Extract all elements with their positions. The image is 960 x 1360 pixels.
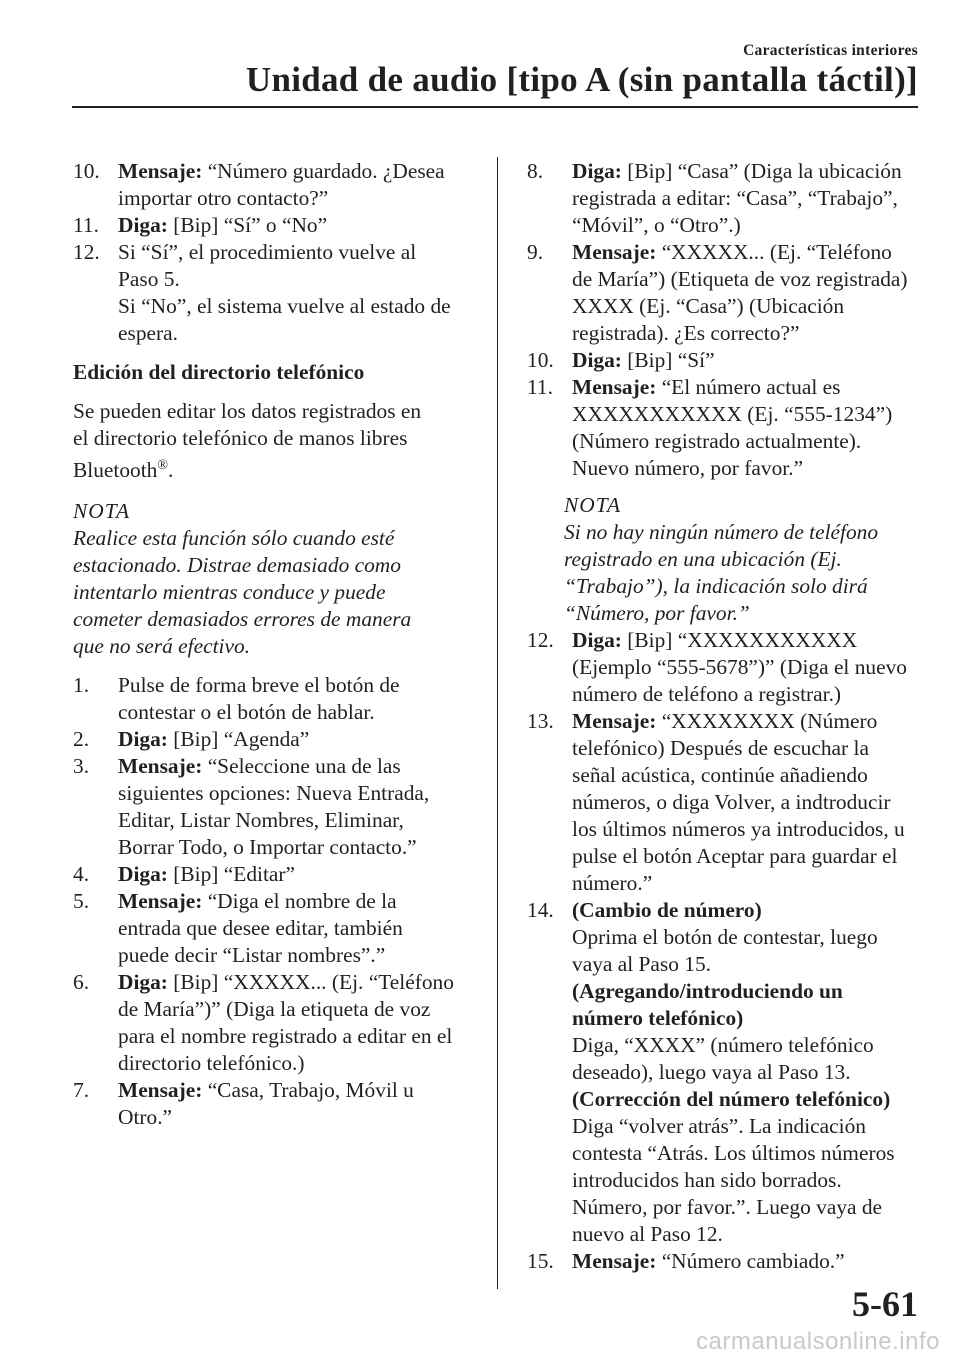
step-text [118, 888, 473, 969]
step-text [118, 861, 473, 888]
step-line: Pulse de forma breve el botón de [118, 673, 400, 698]
step-number: 3. [73, 754, 90, 779]
note-body [73, 525, 473, 660]
note-title: NOTA [564, 493, 622, 517]
step-item [73, 672, 473, 726]
sub-heading: (Agregando/introduciendo un [572, 979, 843, 1003]
step-number: 10. [527, 348, 554, 372]
note-line: “Número, por favor.” [564, 601, 750, 625]
right-steps [527, 627, 922, 897]
step-line: [Bip] “Sí” [621, 348, 715, 372]
step-number: 6. [73, 970, 90, 995]
note-line: estacionado. Distrae demasiado como [73, 553, 401, 578]
step-number: 11. [527, 375, 553, 399]
step-line: “Diga el nombre de la [202, 889, 397, 914]
step-line: números, o diga Volver, a indtroducir [572, 790, 891, 814]
step-line: Borrar Todo, o Importar contacto.” [118, 835, 417, 860]
step-line: [Bip] “Casa” (Diga la ubicación [621, 159, 902, 183]
step-number: 10. [73, 159, 100, 183]
step-item [73, 158, 473, 212]
step-number: 1. [73, 673, 90, 698]
page-number: 5-61 [852, 1284, 918, 1324]
step-number: 9. [527, 240, 544, 264]
step-label: Diga: [118, 727, 168, 752]
step-item [73, 1077, 473, 1131]
step-text [572, 347, 922, 374]
step-line: introducidos han sido borrados. [572, 1168, 842, 1192]
step-label: Mensaje: [118, 1078, 203, 1103]
step-number: 14. [527, 898, 554, 922]
intro-line: Bluetooth [73, 458, 158, 483]
step-label: Diga: [118, 970, 168, 995]
step-item [527, 897, 922, 1248]
step-line: directorio telefónico.) [118, 1051, 305, 1076]
step-item [527, 708, 922, 897]
step-text [118, 212, 473, 239]
step-item [527, 627, 922, 708]
step-line: importar otro contacto?” [118, 186, 329, 210]
note-body [564, 519, 922, 627]
step-label: Mensaje: [118, 889, 203, 914]
step-line: puede decir “Listar nombres”.” [118, 943, 386, 968]
step-line: vaya al Paso 15. [572, 952, 712, 976]
sub-heading: (Corrección del número telefónico) [572, 1087, 891, 1111]
step-line: [Bip] “Editar” [167, 862, 296, 887]
step-line: siguientes opciones: Nueva Entrada, [118, 781, 430, 806]
step-item [73, 726, 473, 753]
step-number: 13. [527, 709, 554, 733]
step-text [118, 158, 473, 212]
step-line: número.” [572, 871, 653, 895]
step-text [572, 627, 922, 708]
watermark: carmanualsonline.info [696, 1328, 940, 1355]
step-label: Mensaje: [572, 375, 657, 399]
step-line: Diga, “XXXX” (número telefónico [572, 1033, 874, 1057]
left-steps [73, 672, 473, 1131]
step-text [572, 1248, 922, 1275]
step-label: Mensaje: [572, 240, 657, 264]
step-item [73, 239, 473, 347]
step-line: registrada a editar: “Casa”, “Trabajo”, [572, 186, 898, 210]
step-number: 8. [527, 159, 544, 183]
step-line: Si “No”, el sistema vuelve al estado de [118, 294, 451, 318]
step-item [527, 1248, 922, 1275]
step-line: para el nombre registrado a editar en el [118, 1024, 453, 1049]
step-line: contesta “Atrás. Los últimos números [572, 1141, 895, 1165]
step-item [73, 212, 473, 239]
step-line: telefónico) Después de escuchar la [572, 736, 869, 760]
intro-line: el directorio telefónico de manos libres [73, 426, 408, 450]
step-text [572, 708, 922, 897]
note-line: intentarlo mientras conduce y puede [73, 580, 386, 605]
section-heading: Edición del directorio telefónico [73, 360, 365, 384]
note-line: Si no hay ningún número de teléfono [564, 520, 879, 544]
intro-line: Se pueden editar los datos registrados en [73, 399, 422, 423]
step-item [73, 753, 473, 861]
step-line: Paso 5. [118, 267, 180, 291]
step-line: XXXXXXXXXXX (Ej. “555-1234”) [572, 402, 893, 426]
step-line: (Número registrado actualmente). [572, 429, 862, 453]
step-text [118, 753, 473, 861]
sub-heading: (Cambio de número) [572, 898, 762, 922]
step-number: 12. [527, 628, 554, 652]
step-line: “XXXXXXXX (Número [656, 709, 878, 733]
step-item [73, 888, 473, 969]
step-label: Mensaje: [118, 754, 203, 779]
step-number: 5. [73, 889, 90, 914]
intro-paragraph [73, 398, 473, 484]
step-label: Diga: [118, 862, 168, 887]
step-text [572, 374, 922, 482]
sub-heading: número telefónico) [572, 1006, 744, 1030]
step-line: de María”)” (Diga la etiqueta de voz [118, 997, 431, 1022]
step-text [118, 672, 473, 726]
right-steps-top [527, 158, 922, 482]
step-line: Si “Sí”, el procedimiento vuelve al [118, 240, 417, 264]
note-block [527, 492, 922, 627]
page-title: Unidad de audio [tipo A (sin pantalla táctil)] [245, 60, 918, 99]
note-line: cometer demasiados errores de manera [73, 607, 412, 632]
step-line: [Bip] “XXXXXXXXXXX [621, 628, 858, 652]
step-text [118, 726, 473, 753]
step-line: “Casa, Trabajo, Móvil u [202, 1078, 414, 1103]
note-line: “Trabajo”), la indicación solo dirá [564, 574, 868, 598]
step-number: 11. [73, 213, 99, 237]
step-line: [Bip] “XXXXX... (Ej. “Teléfono [167, 970, 454, 995]
note-line: Realice esta función sólo cuando esté [73, 526, 395, 551]
step-line: Nuevo número, por favor.” [572, 456, 804, 480]
step-line: Editar, Listar Nombres, Eliminar, [118, 808, 404, 833]
step-line: de María”) (Etiqueta de voz registrada) [572, 267, 908, 291]
step-label: Diga: [572, 159, 622, 183]
step-line: señal acústica, continúe añadiendo [572, 763, 868, 787]
step-line: “Número cambiado.” [656, 1249, 845, 1273]
step-line: los últimos números ya introducidos, u [572, 817, 905, 841]
step-item [73, 969, 473, 1077]
step-number: 15. [527, 1249, 554, 1273]
header-rule [72, 106, 918, 108]
step-line: Oprima el botón de contestar, luego [572, 925, 878, 949]
step-item [527, 158, 922, 239]
step-label: Mensaje: [572, 1249, 657, 1273]
step-text [118, 239, 473, 347]
step-line: “XXXXX... (Ej. “Teléfono [656, 240, 892, 264]
step-line: espera. [118, 321, 178, 345]
step-line: “Seleccione una de las [202, 754, 401, 779]
left-steps-top [73, 158, 473, 347]
note-title: NOTA [73, 499, 131, 524]
step-text [118, 969, 473, 1077]
step-line: registrada). ¿Es correcto?” [572, 321, 800, 345]
step-number: 4. [73, 862, 90, 887]
step-item [527, 374, 922, 482]
section-label: Características interiores [743, 42, 918, 59]
step-line: XXXX (Ej. “Casa”) (Ubicación [572, 294, 845, 318]
step-line: [Bip] “Agenda” [167, 727, 310, 752]
registered-mark: ® [157, 458, 169, 473]
step-number: 7. [73, 1078, 90, 1103]
right-column [527, 158, 922, 1275]
step-line: Otro.” [118, 1105, 173, 1130]
step-line: entrada que desee editar, también [118, 916, 403, 941]
left-column [73, 158, 473, 1131]
step-line: “El número actual es [656, 375, 841, 399]
note-line: registrado en una ubicación (Ej. [564, 547, 842, 571]
step-line: [Bip] “Sí” o “No” [167, 213, 328, 237]
step-label: Diga: [572, 348, 622, 372]
column-divider [497, 157, 498, 1289]
step-line: “Número guardado. ¿Desea [202, 159, 445, 183]
intro-period: . [168, 458, 174, 483]
step-text [118, 1077, 473, 1131]
step-line: nuevo al Paso 12. [572, 1222, 723, 1246]
step-number: 2. [73, 727, 90, 752]
step-line: pulse el botón Aceptar para guardar el [572, 844, 898, 868]
step-number: 12. [73, 240, 100, 264]
step-text [572, 239, 922, 347]
step-label: Mensaje: [118, 159, 203, 183]
step-item [527, 239, 922, 347]
step-label: Mensaje: [572, 709, 657, 733]
step-item [527, 347, 922, 374]
step-line: Diga “volver atrás”. La indicación [572, 1114, 866, 1138]
step-text [572, 158, 922, 239]
step-label: Diga: [118, 213, 168, 237]
step-line: deseado), luego vaya al Paso 13. [572, 1060, 851, 1084]
step-body [572, 897, 922, 1248]
step-line: (Ejemplo “555-5678”)” (Diga el nuevo [572, 655, 908, 679]
step-line: Número, por favor.”. Luego vaya de [572, 1195, 883, 1219]
step-label: Diga: [572, 628, 622, 652]
step-line: contestar o el botón de hablar. [118, 700, 375, 725]
step-line: “Móvil”, o “Otro”.) [572, 213, 741, 237]
step-line: número de teléfono a registrar.) [572, 682, 842, 706]
step-item [73, 861, 473, 888]
note-line: que no será efectivo. [73, 634, 251, 659]
